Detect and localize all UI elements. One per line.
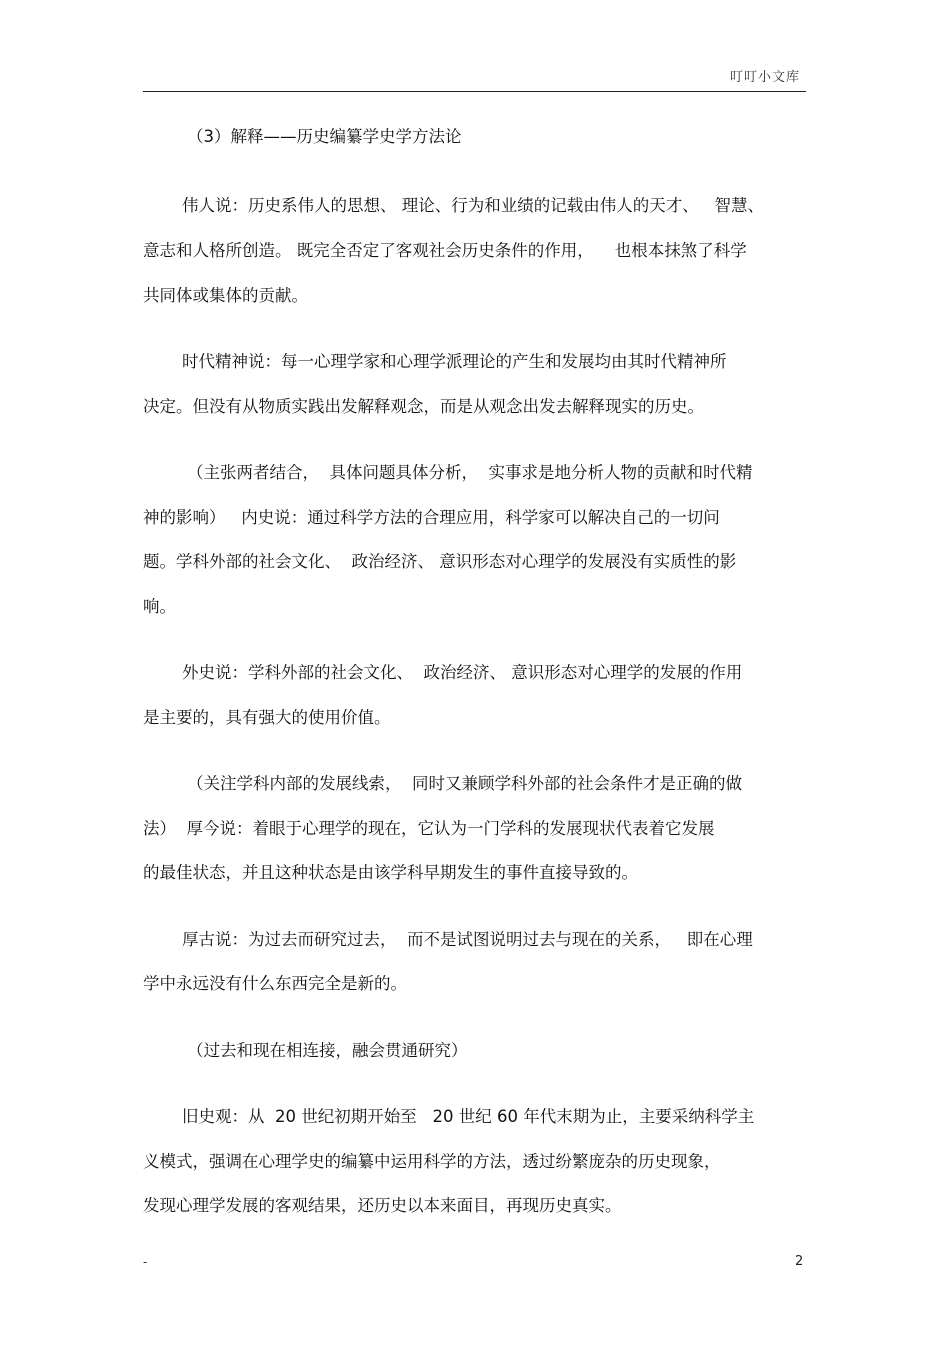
paragraph-line: 厚古说：为过去而研究过去， 而不是试图说明过去与现在的关系， 即在心理: [182, 930, 753, 949]
header-brand: 叮叮小文库: [730, 70, 801, 85]
header-divider: [143, 91, 806, 92]
section-heading: （3）解释——历史编纂学史学方法论: [187, 127, 462, 146]
paragraph-line: 学中永远没有什么东西完全是新的。: [143, 974, 407, 993]
paragraph-line: 外史说：学科外部的社会文化、 政治经济、 意识形态对心理学的发展的作用: [182, 663, 743, 682]
paragraph-line: （关注学科内部的发展线索， 同时又兼顾学科外部的社会条件才是正确的做: [187, 774, 742, 793]
paragraph-line: 伟人说：历史系伟人的思想、 理论、行为和业绩的记载由伟人的天才、 智慧、: [182, 196, 764, 215]
paragraph-line: 响。: [143, 597, 176, 616]
paragraph-line: 旧史观：从 20 世纪初期开始至 20 世纪 60 年代末期为止，主要采纳科学主: [182, 1107, 755, 1126]
paragraph-line: 决定。但没有从物质实践出发解释观念，而是从观念出发去解释现实的历史。: [143, 397, 704, 416]
paragraph-line: （主张两者结合， 具体问题具体分析， 实事求是地分析人物的贡献和时代精: [187, 463, 753, 482]
paragraph-line: 义模式，强调在心理学史的编纂中运用科学的方法，透过纷繁庞杂的历史现象，: [143, 1152, 721, 1171]
paragraph-line: （过去和现在相连接，融会贯通研究）: [187, 1041, 468, 1060]
paragraph-line: 是主要的，具有强大的使用价值。: [143, 708, 391, 727]
paragraph-line: 法） 厚今说：着眼于心理学的现在，它认为一门学科的发展现状代表着它发展: [143, 819, 715, 838]
paragraph-line: 神的影响） 内史说：通过科学方法的合理应用，科学家可以解决自己的一切问: [143, 508, 720, 527]
paragraph-line: 的最佳状态，并且这种状态是由该学科早期发生的事件直接导致的。: [143, 863, 638, 882]
paragraph-line: 意志和人格所创造。 既完全否定了客观社会历史条件的作用， 也根本抹煞了科学: [143, 241, 747, 260]
footer-dash: -: [143, 1255, 148, 1269]
paragraph-line: 时代精神说：每一心理学家和心理学派理论的产生和发展均由其时代精神所: [182, 352, 727, 371]
paragraph-line: 发现心理学发展的客观结果，还历史以本来面目，再现历史真实。: [143, 1196, 622, 1215]
page-number: 2: [795, 1254, 804, 1269]
paragraph-line: 题。学科外部的社会文化、 政治经济、 意识形态对心理学的发展没有实质性的影: [143, 552, 737, 571]
paragraph-line: 共同体或集体的贡献。: [143, 286, 308, 305]
